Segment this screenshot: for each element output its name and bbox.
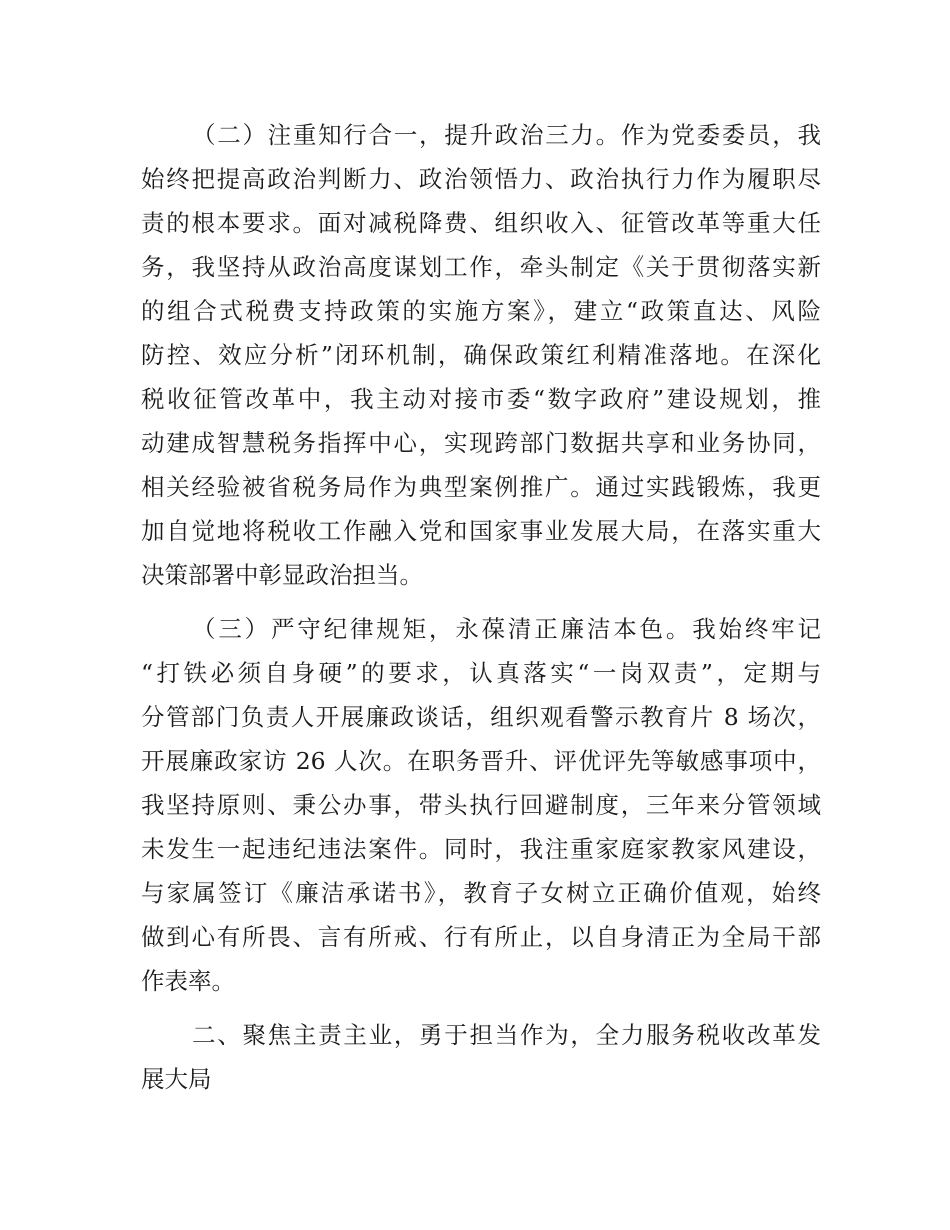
paragraph-2-line-3: 分管部门负责人开展廉政谈话，组织观看警示教育片 8 场次，: [141, 703, 821, 731]
paragraph-1-line-6: 防控、效应分析”闭环机制，确保政策红利精准落地。在深化: [141, 341, 821, 369]
section-heading-line-1: 二、聚焦主责主业，勇于担当作为，全力服务税收改革发: [192, 1021, 821, 1049]
paragraph-1-line-9: 相关经验被省税务局作为典型案例推广。通过实践锻炼，我更: [141, 473, 821, 501]
section-heading-line-2: 展大局: [141, 1065, 212, 1093]
paragraph-1-line-1: （二）注重知行合一，提升政治三力。作为党委委员，我: [192, 121, 821, 149]
paragraph-1-line-5: 的组合式税费支持政策的实施方案》，建立“政策直达、风险: [141, 297, 821, 325]
paragraph-2-line-1: （三）严守纪律规矩，永葆清正廉洁本色。我始终牢记: [192, 615, 821, 643]
paragraph-1-line-11: 决策部署中彰显政治担当。: [141, 561, 423, 589]
paragraph-2-line-9: 作表率。: [141, 967, 235, 995]
paragraph-2-line-7: 与家属签订《廉洁承诺书》，教育子女树立正确价值观，始终: [141, 879, 821, 907]
paragraph-2-line-6: 未发生一起违纪违法案件。同时，我注重家庭家教家风建设，: [141, 835, 821, 863]
paragraph-1-line-8: 动建成智慧税务指挥中心，实现跨部门数据共享和业务协同，: [141, 429, 821, 457]
paragraph-1-line-7: 税收征管改革中，我主动对接市委“数字政府”建设规划，推: [141, 385, 821, 413]
paragraph-1-line-4: 务，我坚持从政治高度谋划工作，牵头制定《关于贯彻落实新: [141, 253, 821, 281]
paragraph-2-line-2: “打铁必须自身硬”的要求，认真落实“一岗双责”，定期与: [141, 659, 821, 687]
paragraph-2-line-4: 开展廉政家访 26 人次。在职务晋升、评优评先等敏感事项中，: [141, 747, 821, 775]
paragraph-1-line-3: 责的根本要求。面对减税降费、组织收入、征管改革等重大任: [141, 209, 821, 237]
paragraph-2-line-5: 我坚持原则、秉公办事，带头执行回避制度，三年来分管领域: [141, 791, 821, 819]
paragraph-1-line-2: 始终把提高政治判断力、政治领悟力、政治执行力作为履职尽: [141, 165, 821, 193]
paragraph-1-line-10: 加自觉地将税收工作融入党和国家事业发展大局，在落实重大: [141, 517, 821, 545]
paragraph-2-line-8: 做到心有所畏、言有所戒、行有所止，以自身清正为全局干部: [141, 923, 821, 951]
